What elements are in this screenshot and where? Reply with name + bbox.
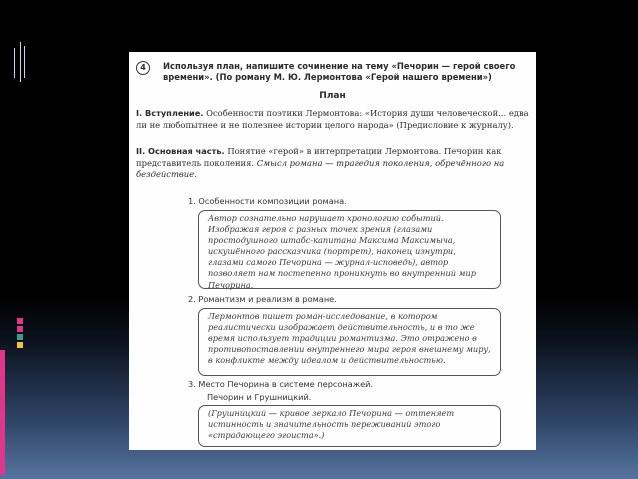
deco-square-yellow [17, 342, 23, 348]
subsection-2: 2. Романтизм и реализм в романе. [188, 294, 337, 304]
section-main-text: Понятие «герой» в интерпретации Лермонтова. Печорин как представитель поколения. [136, 146, 502, 168]
section-main-italic: Смысл романа — трагедия поколения, обречённого на бездействие. [136, 157, 505, 179]
plan-title: План [319, 91, 346, 101]
task-heading: Используя план, напишите сочинение на тему «Печорин — герой своего времени». (По роману М. Ю. Лермонтова «Герой нашего времени») [163, 61, 516, 82]
deco-bar-pink [0, 350, 5, 475]
section-intro-heading: I. Вступление. [136, 108, 204, 118]
subsection-1: 1. Особенности композиции романа. [188, 196, 347, 206]
section-intro [136, 108, 531, 131]
subsection-3a: Печорин и Грушницкий. [207, 392, 312, 402]
note-box-1: Автор сознательно нарушает хронологию событий. Изображая героя с разных точек зрения (глазами простодушного штабс-капитана Максима Максимыча, искушённого рассказчика (портрет), наконец изнутри, глазами самого Печорина — журнал-исповедь), автор позволяет нам постепенно проникнуть во внутренний мир Печорина. [198, 210, 501, 289]
section-intro-text: Особенности поэтики Лермонтова: «История души человеческой... едва ли не любопытнее и не полезнее истории целого народа» (Предисловие к журналу). [136, 108, 529, 130]
note-box-2: Лермонтов пишет роман-исследование, в котором реалистически изображает действительность, и в то же время использует традиции романтизма. Это отражено в противопоставлении внутреннего мира героя внешнему миру, в конфликте между идеалом и действительностью. [198, 308, 501, 376]
section-main [136, 146, 531, 181]
deco-line-2 [20, 42, 21, 82]
section-main-heading: II. Основная часть. [136, 146, 225, 156]
subsection-3: 3. Место Печорина в системе персонажей. [188, 379, 374, 389]
deco-square-teal [17, 334, 23, 340]
deco-line-1 [14, 48, 15, 78]
note-box-3: (Грушницкий — кривое зеркало Печорина — оттеняет истинность и значительность переживаний этого «страдающего эгоиста».) [198, 405, 501, 447]
deco-square-pink-1 [17, 318, 23, 324]
task-number-badge: 4 [136, 61, 150, 75]
textbook-page [129, 52, 536, 450]
deco-square-pink-2 [17, 326, 23, 332]
deco-line-3 [24, 46, 25, 78]
